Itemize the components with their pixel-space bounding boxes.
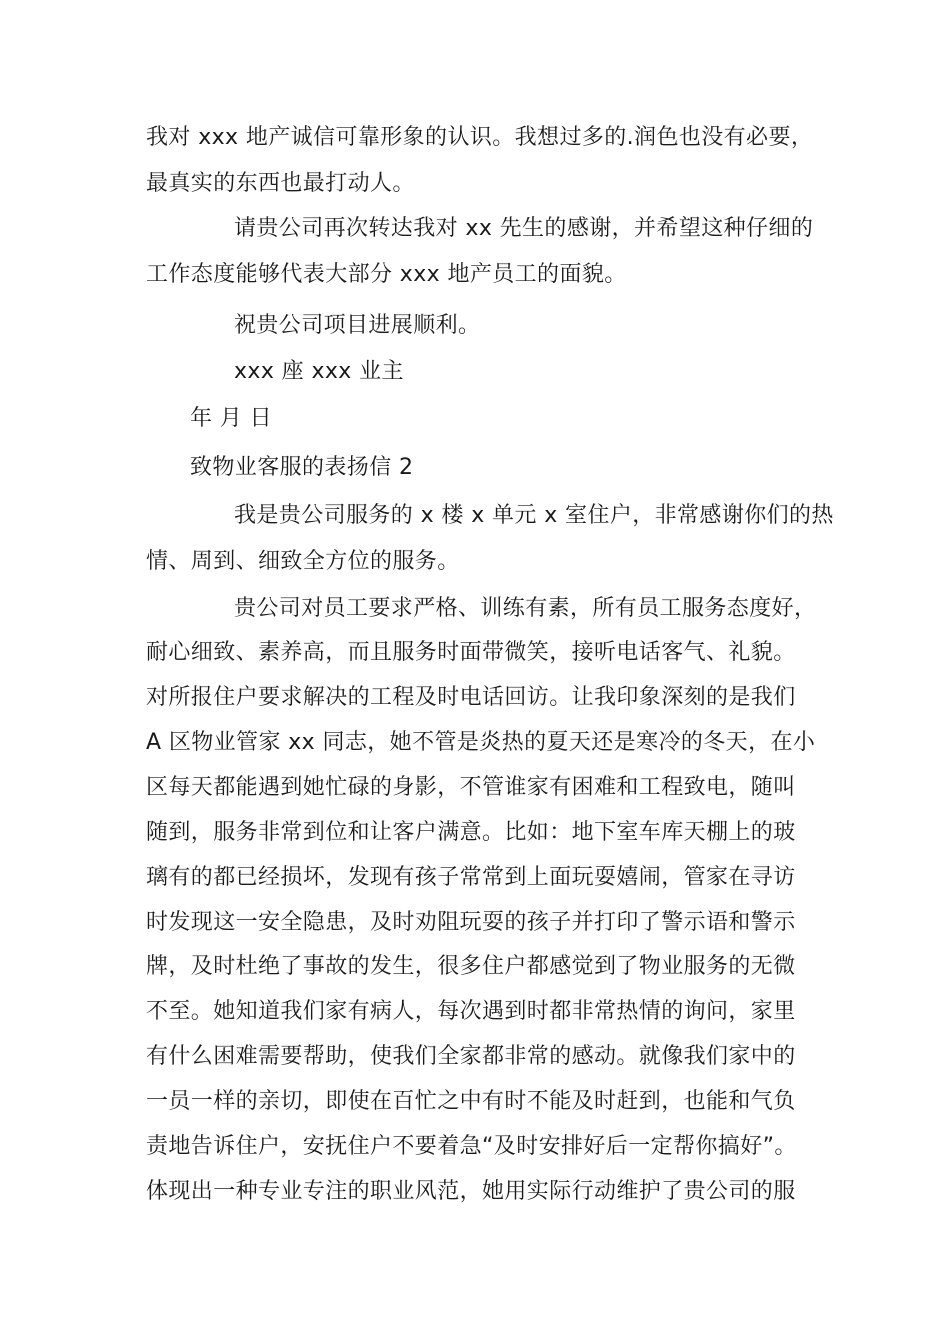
text-line: 工作态度能够代表大部分 xxx 地产员工的面貌。 [146,262,627,287]
text-line: 贵公司对员工要求严格、训练有素，所有员工服务态度好， [234,596,817,621]
text-line: 随到，服务非常到位和让客户满意。比如：地下室车库天棚上的玻 [146,820,796,845]
text-line: 区每天都能遇到她忙碌的身影，不管谁家有困难和工程致电，随叫 [146,775,796,800]
section-title: 致物业客服的表扬信 2 [190,455,414,480]
text-line: 时发现这一安全隐患，及时劝阻玩耍的孩子并打印了警示语和警示 [146,910,796,935]
text-line: 体现出一种专业专注的职业风范，她用实际行动维护了贵公司的服 [146,1179,796,1204]
text-line: A 区物业管家 xx 同志，她不管是炎热的夏天还是寒冷的冬天，在小 [146,730,816,755]
text-line: 祝贵公司项目进展顺利。 [234,313,481,338]
text-line: 有什么困难需要帮助，使我们全家都非常的感动。就像我们家中的 [146,1044,796,1069]
text-line: 最真实的东西也最打动人。 [146,171,415,196]
text-line: 璃有的都已经损坏，发现有孩子常常到上面玩耍嬉闹，管家在寻访 [146,865,796,890]
date-line: 年 月 日 [190,406,272,431]
text-line: 不至。她知道我们家有病人，每次遇到时都非常热情的询问，家里 [146,999,796,1024]
text-line: 请贵公司再次转达我对 xx 先生的感谢，并希望这种仔细的 [234,216,814,241]
text-line: 一员一样的亲切，即使在百忙之中有时不能及时赶到，也能和气负 [146,1089,796,1114]
text-line: 牌，及时杜绝了事故的发生，很多住户都感觉到了物业服务的无微 [146,954,796,979]
text-line: 责地告诉住户，安抚住户不要着急“及时安排好后一定帮你搞好”。 [146,1134,797,1159]
text-line: 我对 xxx 地产诚信可靠形象的认识。我想过多的.润色也没有必要， [146,125,814,150]
text-line: 我是贵公司服务的 x 楼 x 单元 x 室住户，非常感谢你们的热 [234,503,834,528]
text-line: 情、周到、细致全方位的服务。 [146,549,460,574]
text-line: 耐心细致、素养高，而且服务时面带微笑，接听电话客气、礼貌。 [146,640,796,665]
text-line: 对所报住户要求解决的工程及时电话回访。让我印象深刻的是我们 [146,685,796,710]
signature-line: xxx 座 xxx 业主 [234,359,404,384]
